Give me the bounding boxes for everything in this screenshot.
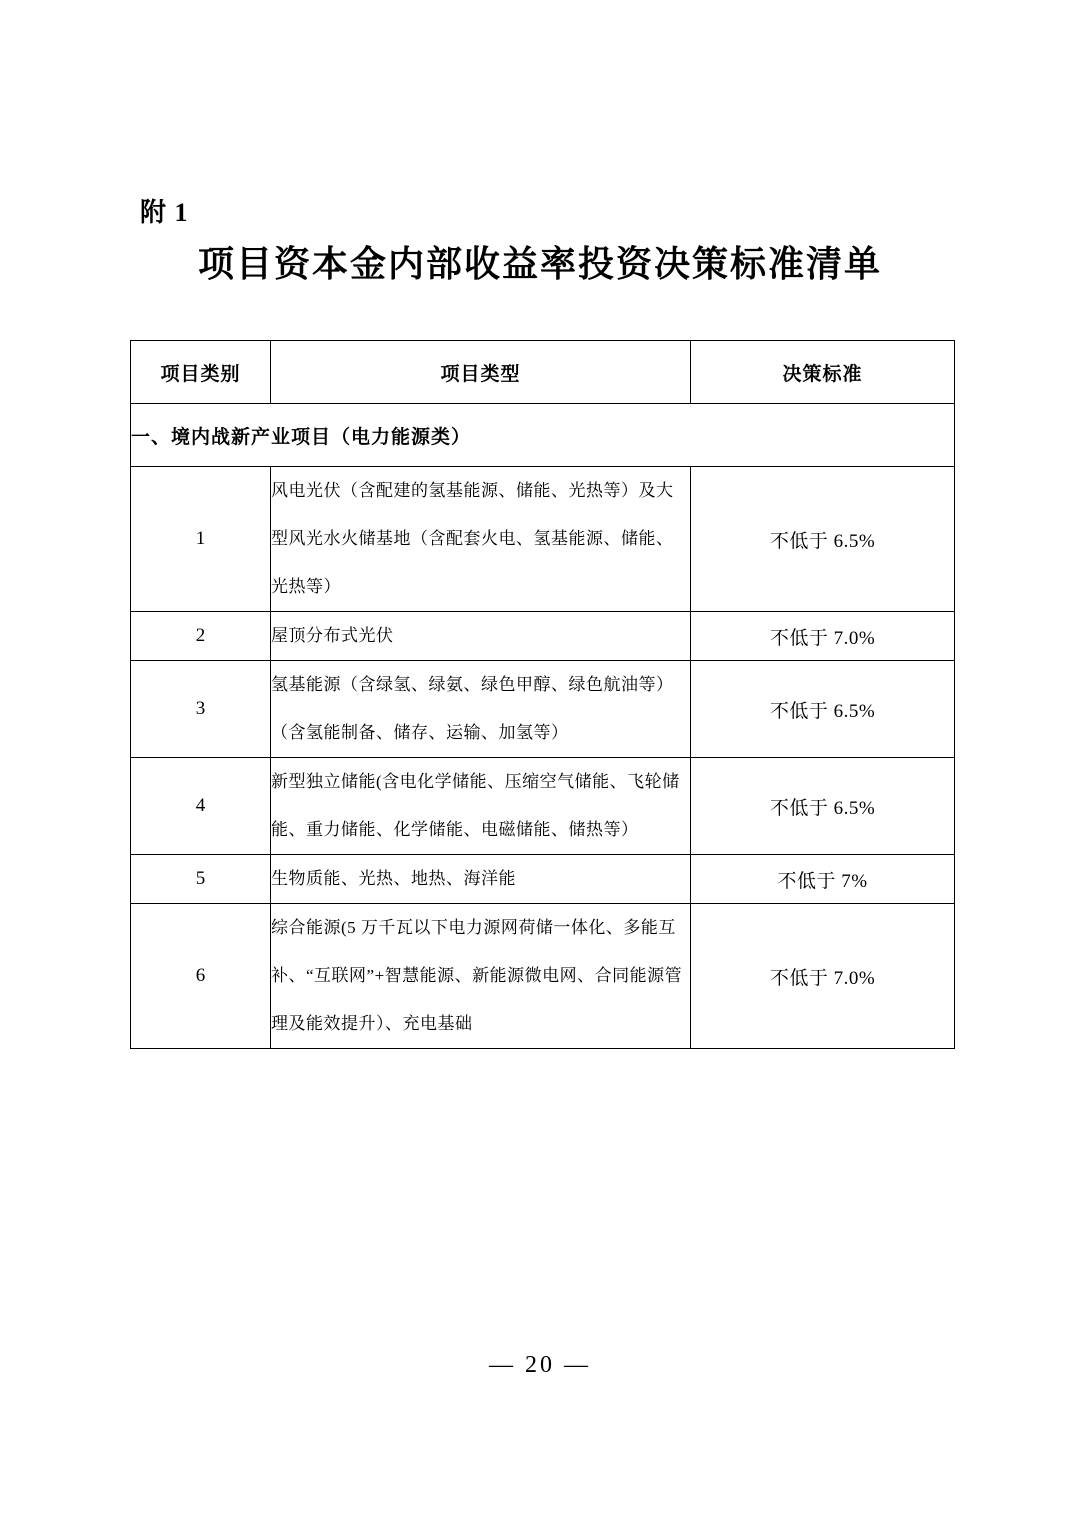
attachment-label: 附 1 — [140, 198, 189, 227]
row-type: 氢基能源（含绿氢、绿氨、绿色甲醇、绿色航油等）（含氢能制备、储存、运输、加氢等） — [271, 661, 691, 758]
row-type: 综合能源(5 万千瓦以下电力源网荷储一体化、多能互补、“互联网”+智慧能源、新能源微电网、合同能源管理及能效提升）、充电基础 — [271, 904, 691, 1049]
row-type: 生物质能、光热、地热、海洋能 — [271, 855, 691, 904]
table-section-row — [131, 404, 955, 467]
header-category: 项目类别 — [131, 341, 271, 404]
table-header-row — [131, 341, 955, 404]
section-title: 一、境内战新产业项目（电力能源类） — [131, 404, 955, 467]
row-standard: 不低于 6.5% — [691, 758, 955, 855]
row-number: 6 — [131, 904, 271, 1049]
row-number: 4 — [131, 758, 271, 855]
row-standard: 不低于 7.0% — [691, 904, 955, 1049]
table-row — [131, 855, 955, 904]
row-type: 屋顶分布式光伏 — [271, 612, 691, 661]
row-type: 风电光伏（含配建的氢基能源、储能、光热等）及大型风光水火储基地（含配套火电、氢基能源、储能、光热等） — [271, 467, 691, 612]
page-title: 项目资本金内部收益率投资决策标准清单 — [197, 244, 882, 284]
row-number: 5 — [131, 855, 271, 904]
table-row — [131, 661, 955, 758]
row-standard: 不低于 6.5% — [691, 467, 955, 612]
table-row — [131, 758, 955, 855]
header-standard: 决策标准 — [691, 341, 955, 404]
row-number: 2 — [131, 612, 271, 661]
row-number: 3 — [131, 661, 271, 758]
row-standard: 不低于 7% — [691, 855, 955, 904]
row-standard: 不低于 7.0% — [691, 612, 955, 661]
header-type: 项目类型 — [271, 341, 691, 404]
standards-table — [130, 340, 955, 1049]
table-row — [131, 612, 955, 661]
row-standard: 不低于 6.5% — [691, 661, 955, 758]
row-type: 新型独立储能(含电化学储能、压缩空气储能、飞轮储能、重力储能、化学储能、电磁储能、储热等） — [271, 758, 691, 855]
table-row — [131, 904, 955, 1049]
table-row — [131, 467, 955, 612]
row-number: 1 — [131, 467, 271, 612]
page-number: — 20 — — [489, 1352, 591, 1378]
standards-table-wrapper — [130, 340, 954, 1049]
